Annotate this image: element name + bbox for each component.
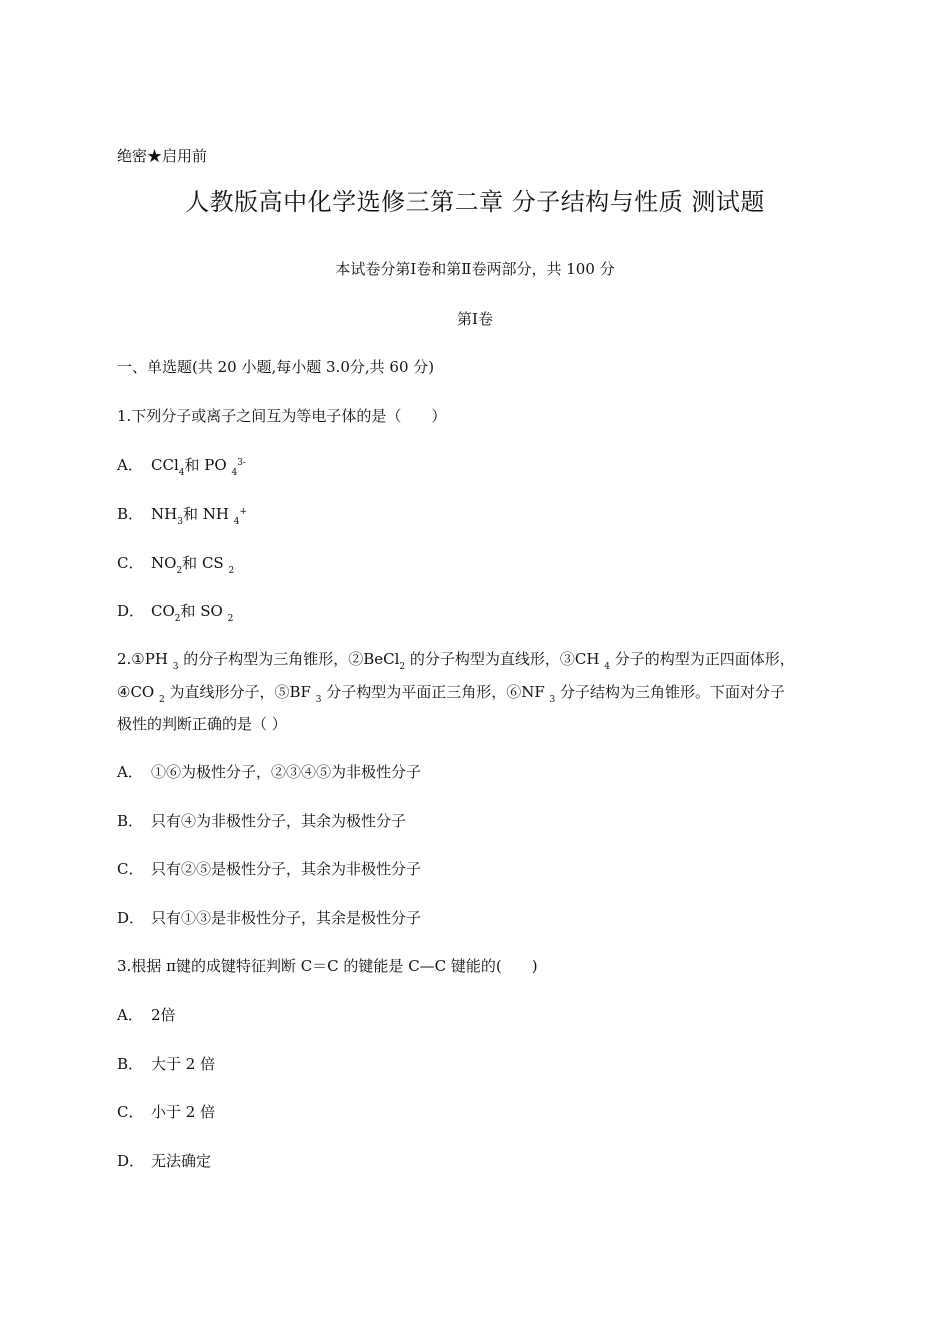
secret-header: 绝密★启用前 [117,147,208,165]
question-1-stem: 1.下列分子或离子之间互为等电子体的是（ ） [117,407,447,425]
option-label: C． [117,1103,144,1121]
option-label: C． [117,554,144,572]
question-3-option-d: D． 无法确定 [117,1152,212,1170]
question-2-option-b: B． 只有④为非极性分子，其余为极性分子 [117,812,407,830]
question-2-stem-line-2: ④CO $_2$ 为直线形分子，⑤BF $_3$ 分子构型为平面正三角形，⑥NF $_3$ 分子结构为三角锥形。下面对分子 [117,683,786,705]
question-1-option-a: A． CCl$_4$和 PO $_4^{3-}$ [117,456,246,478]
option-label: A． [117,1006,143,1024]
question-2-option-a: A． ①⑥为极性分子，②③④⑤为非极性分子 [117,763,422,781]
option-label: B． [117,1055,144,1073]
question-2-stem-line-1: 2.①PH $_3$ 的分子构型为三角锥形，②BeCl$_2$ 的分子构型为直线形，③CH $_4$ 分子的构型为正四面体形， [117,650,795,672]
option-label: B． [117,812,144,830]
option-label: C． [117,860,144,878]
question-1-option-d: D． $CO_2$和 SO $_2$ [117,602,234,624]
option-label: B． [117,505,144,523]
page-title: 人教版高中化学选修三第二章 分子结构与性质 测试题 [185,188,765,216]
section-heading: 一、单选题(共 20 小题,每小题 3.0分,共 60 分) [117,358,435,376]
option-label: D． [117,909,145,927]
option-label: A． [117,763,143,781]
question-1-option-b: B． $NH_3$和 NH $_4$+ [117,505,247,527]
option-label: D． [117,1152,145,1170]
option-label: D． [117,602,145,620]
question-1-option-c: C． $NO_2$和 CS $_2$ [117,554,235,576]
question-2-option-d: D． 只有①③是非极性分子，其余是极性分子 [117,909,422,927]
question-3-option-a: A． 2倍 [117,1006,176,1024]
question-3-option-b: B． 大于 2 倍 [117,1055,216,1073]
volume-heading: 第Ⅰ卷 [457,310,493,328]
question-2-option-c: C． 只有②⑤是极性分子，其余为非极性分子 [117,860,422,878]
option-label: A． [117,456,143,474]
question-3-stem: 3.根据 π键的成键特征判断 C＝C 的键能是 C—C 键能的( ) [117,957,538,975]
question-3-option-c: C． 小于 2 倍 [117,1103,216,1121]
exam-subtitle: 本试卷分第Ⅰ卷和第Ⅱ卷两部分，共 100 分 [335,260,615,278]
question-2-stem-line-3: 极性的判断正确的是（ ） [117,715,287,733]
